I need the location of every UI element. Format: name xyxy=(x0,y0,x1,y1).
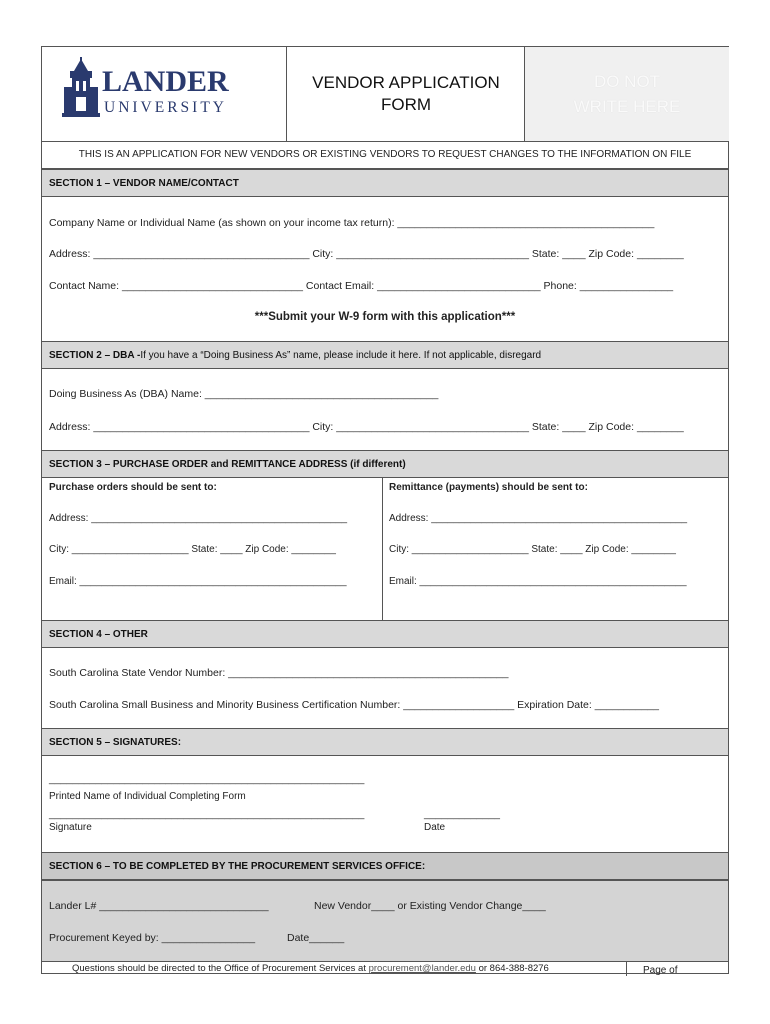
remit-email-field[interactable]: Email: ________________________________________________ xyxy=(389,576,687,587)
form-notice: THIS IS AN APPLICATION FOR NEW VENDORS OR EXISTING VENDORS TO REQUEST CHANGES TO THE INFORMATION ON FILE xyxy=(42,141,728,169)
date-label: Date xyxy=(424,822,446,833)
section3-header: SECTION 3 – PURCHASE ORDER and REMITTANCE ADDRESS (if different) xyxy=(42,450,728,478)
form-footer xyxy=(42,961,728,976)
date-line[interactable]: _____________ xyxy=(424,808,500,820)
svg-text:LANDER: LANDER xyxy=(102,65,229,98)
procurement-email-link[interactable]: procurement@lander.edu xyxy=(368,963,476,974)
remittance-heading: Remittance (payments) should be sent to: xyxy=(389,482,588,493)
company-name-field[interactable]: Company Name or Individual Name (as shown on your income tax return): ____________________________________________ xyxy=(49,217,655,229)
sc-small-business-field[interactable]: South Carolina Small Business and Minority Business Certification Number: ___________________ Expiration Date: ___________ xyxy=(49,699,659,711)
form-title: VENDOR APPLICATION FORM xyxy=(286,47,525,141)
po-address-field[interactable]: Address: ______________________________________________ xyxy=(49,513,348,524)
dba-name-field[interactable]: Doing Business As (DBA) Name: ________________________________________ xyxy=(49,388,439,400)
remit-address-field[interactable]: Address: ______________________________________________ xyxy=(389,513,688,524)
section6-header: SECTION 6 – TO BE COMPLETED BY THE PROCUREMENT SERVICES OFFICE: xyxy=(42,852,728,880)
section4-header: SECTION 4 – OTHER xyxy=(42,620,728,648)
page-number: Page of xyxy=(626,962,728,976)
section2-header: SECTION 2 – DBA - If you have a “Doing Business As” name, please include it here. If not applicable, disregard xyxy=(42,341,728,369)
lander-id-field[interactable]: Lander L# _____________________________ xyxy=(49,900,269,912)
do-not-write-box: DO NOT WRITE HERE xyxy=(524,47,729,141)
section1-header: SECTION 1 – VENDOR NAME/CONTACT xyxy=(42,169,728,197)
remit-city-field[interactable]: City: _____________________ State: ____ Zip Code: ________ xyxy=(389,544,676,555)
vendor-type-field[interactable]: New Vendor____ or Existing Vendor Change____ xyxy=(314,900,546,912)
form-header xyxy=(42,47,728,142)
section2-address-field[interactable]: Address: _____________________________________ City: _________________________________ State: ____ Zip Code: ________ xyxy=(49,421,684,433)
section6-body xyxy=(42,880,728,962)
signature-label: Signature xyxy=(49,822,92,833)
contact-field[interactable]: Contact Name: _______________________________ Contact Email: ____________________________ Phone: ________________ xyxy=(49,280,674,292)
sc-vendor-number-field[interactable]: South Carolina State Vendor Number: ________________________________________________ xyxy=(49,667,509,679)
printed-name-line[interactable]: ______________________________________________________ xyxy=(49,773,365,785)
section3-divider xyxy=(382,478,383,620)
signature-line[interactable]: ______________________________________________________ xyxy=(49,808,365,820)
svg-text:UNIVERSITY: UNIVERSITY xyxy=(104,99,227,116)
po-city-field[interactable]: City: _____________________ State: ____ Zip Code: ________ xyxy=(49,544,336,555)
vendor-application-form xyxy=(41,46,729,974)
keyed-date-field[interactable]: Date______ xyxy=(287,932,345,944)
section5-header: SECTION 5 – SIGNATURES: xyxy=(42,728,728,756)
po-email-field[interactable]: Email: ________________________________________________ xyxy=(49,576,347,587)
w9-note: ***Submit your W-9 form with this application*** xyxy=(254,311,516,323)
keyed-by-field[interactable]: Procurement Keyed by: ________________ xyxy=(49,932,256,944)
section1-address-field[interactable]: Address: _____________________________________ City: _________________________________ State: ____ Zip Code: ________ xyxy=(49,248,684,260)
contact-note: Questions should be directed to the Office of Procurement Services at procurement@lander.edu or 864-388-8276 xyxy=(72,963,549,974)
purchase-orders-heading: Purchase orders should be sent to: xyxy=(49,482,217,493)
printed-name-label: Printed Name of Individual Completing Form xyxy=(49,791,246,802)
lander-university-logo xyxy=(54,57,244,119)
